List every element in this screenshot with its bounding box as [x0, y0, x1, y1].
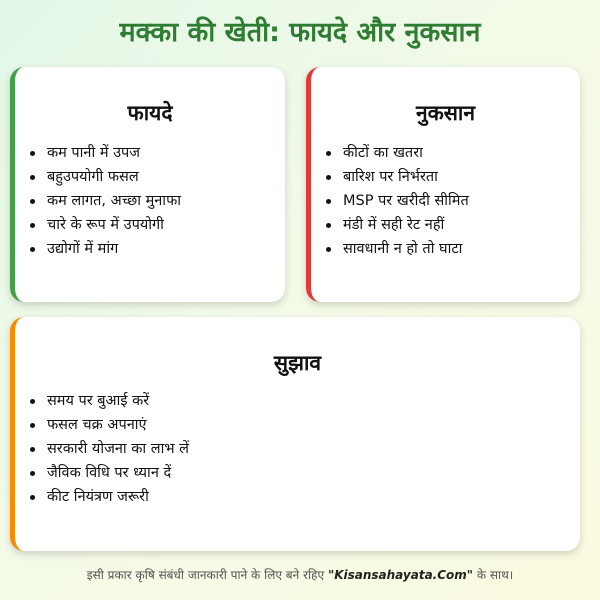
- list-item: सरकारी योजना का लाभ लें: [47, 437, 189, 461]
- footer-brand: "Kisansahayata.Com": [327, 568, 474, 582]
- list-item: MSP पर खरीदी सीमित: [343, 189, 469, 213]
- pros-card: [10, 67, 285, 302]
- tips-card: [10, 317, 580, 551]
- list-item: फसल चक्र अपनाएं: [47, 413, 189, 437]
- list-item: चारे के रूप में उपयोगी: [47, 213, 181, 237]
- cons-heading: नुकसान: [415, 101, 476, 125]
- list-item: बहुउपयोगी फसल: [47, 165, 181, 189]
- pros-heading: फायदे: [127, 101, 173, 125]
- tips-heading: सुझाव: [273, 351, 322, 375]
- list-item: समय पर बुआई करें: [47, 389, 189, 413]
- list-item: जैविक विधि पर ध्यान दें: [47, 461, 189, 485]
- list-item: मंडी में सही रेट नहीं: [343, 213, 469, 237]
- footer-prefix: इसी प्रकार कृषि संबंधी जानकारी पाने के लिए बने रहिए: [86, 568, 328, 582]
- list-item: उद्योगों में मांग: [47, 237, 181, 261]
- list-item: सावधानी न हो तो घाटा: [343, 237, 469, 261]
- footer-suffix: के साथ।: [473, 568, 514, 582]
- list-item: कम पानी में उपज: [47, 141, 181, 165]
- list-item: कीट नियंत्रण जरूरी: [47, 485, 189, 509]
- page-title: मक्का की खेती: फायदे और नुकसान: [119, 17, 481, 48]
- tips-list: [15, 389, 189, 509]
- list-item: कीटों का खतरा: [343, 141, 469, 165]
- pros-list: [15, 141, 181, 261]
- footer-note: [0, 566, 600, 583]
- list-item: कम लागत, अच्छा मुनाफा: [47, 189, 181, 213]
- cons-list: [311, 141, 469, 261]
- cons-card: [306, 67, 580, 302]
- list-item: बारिश पर निर्भरता: [343, 165, 469, 189]
